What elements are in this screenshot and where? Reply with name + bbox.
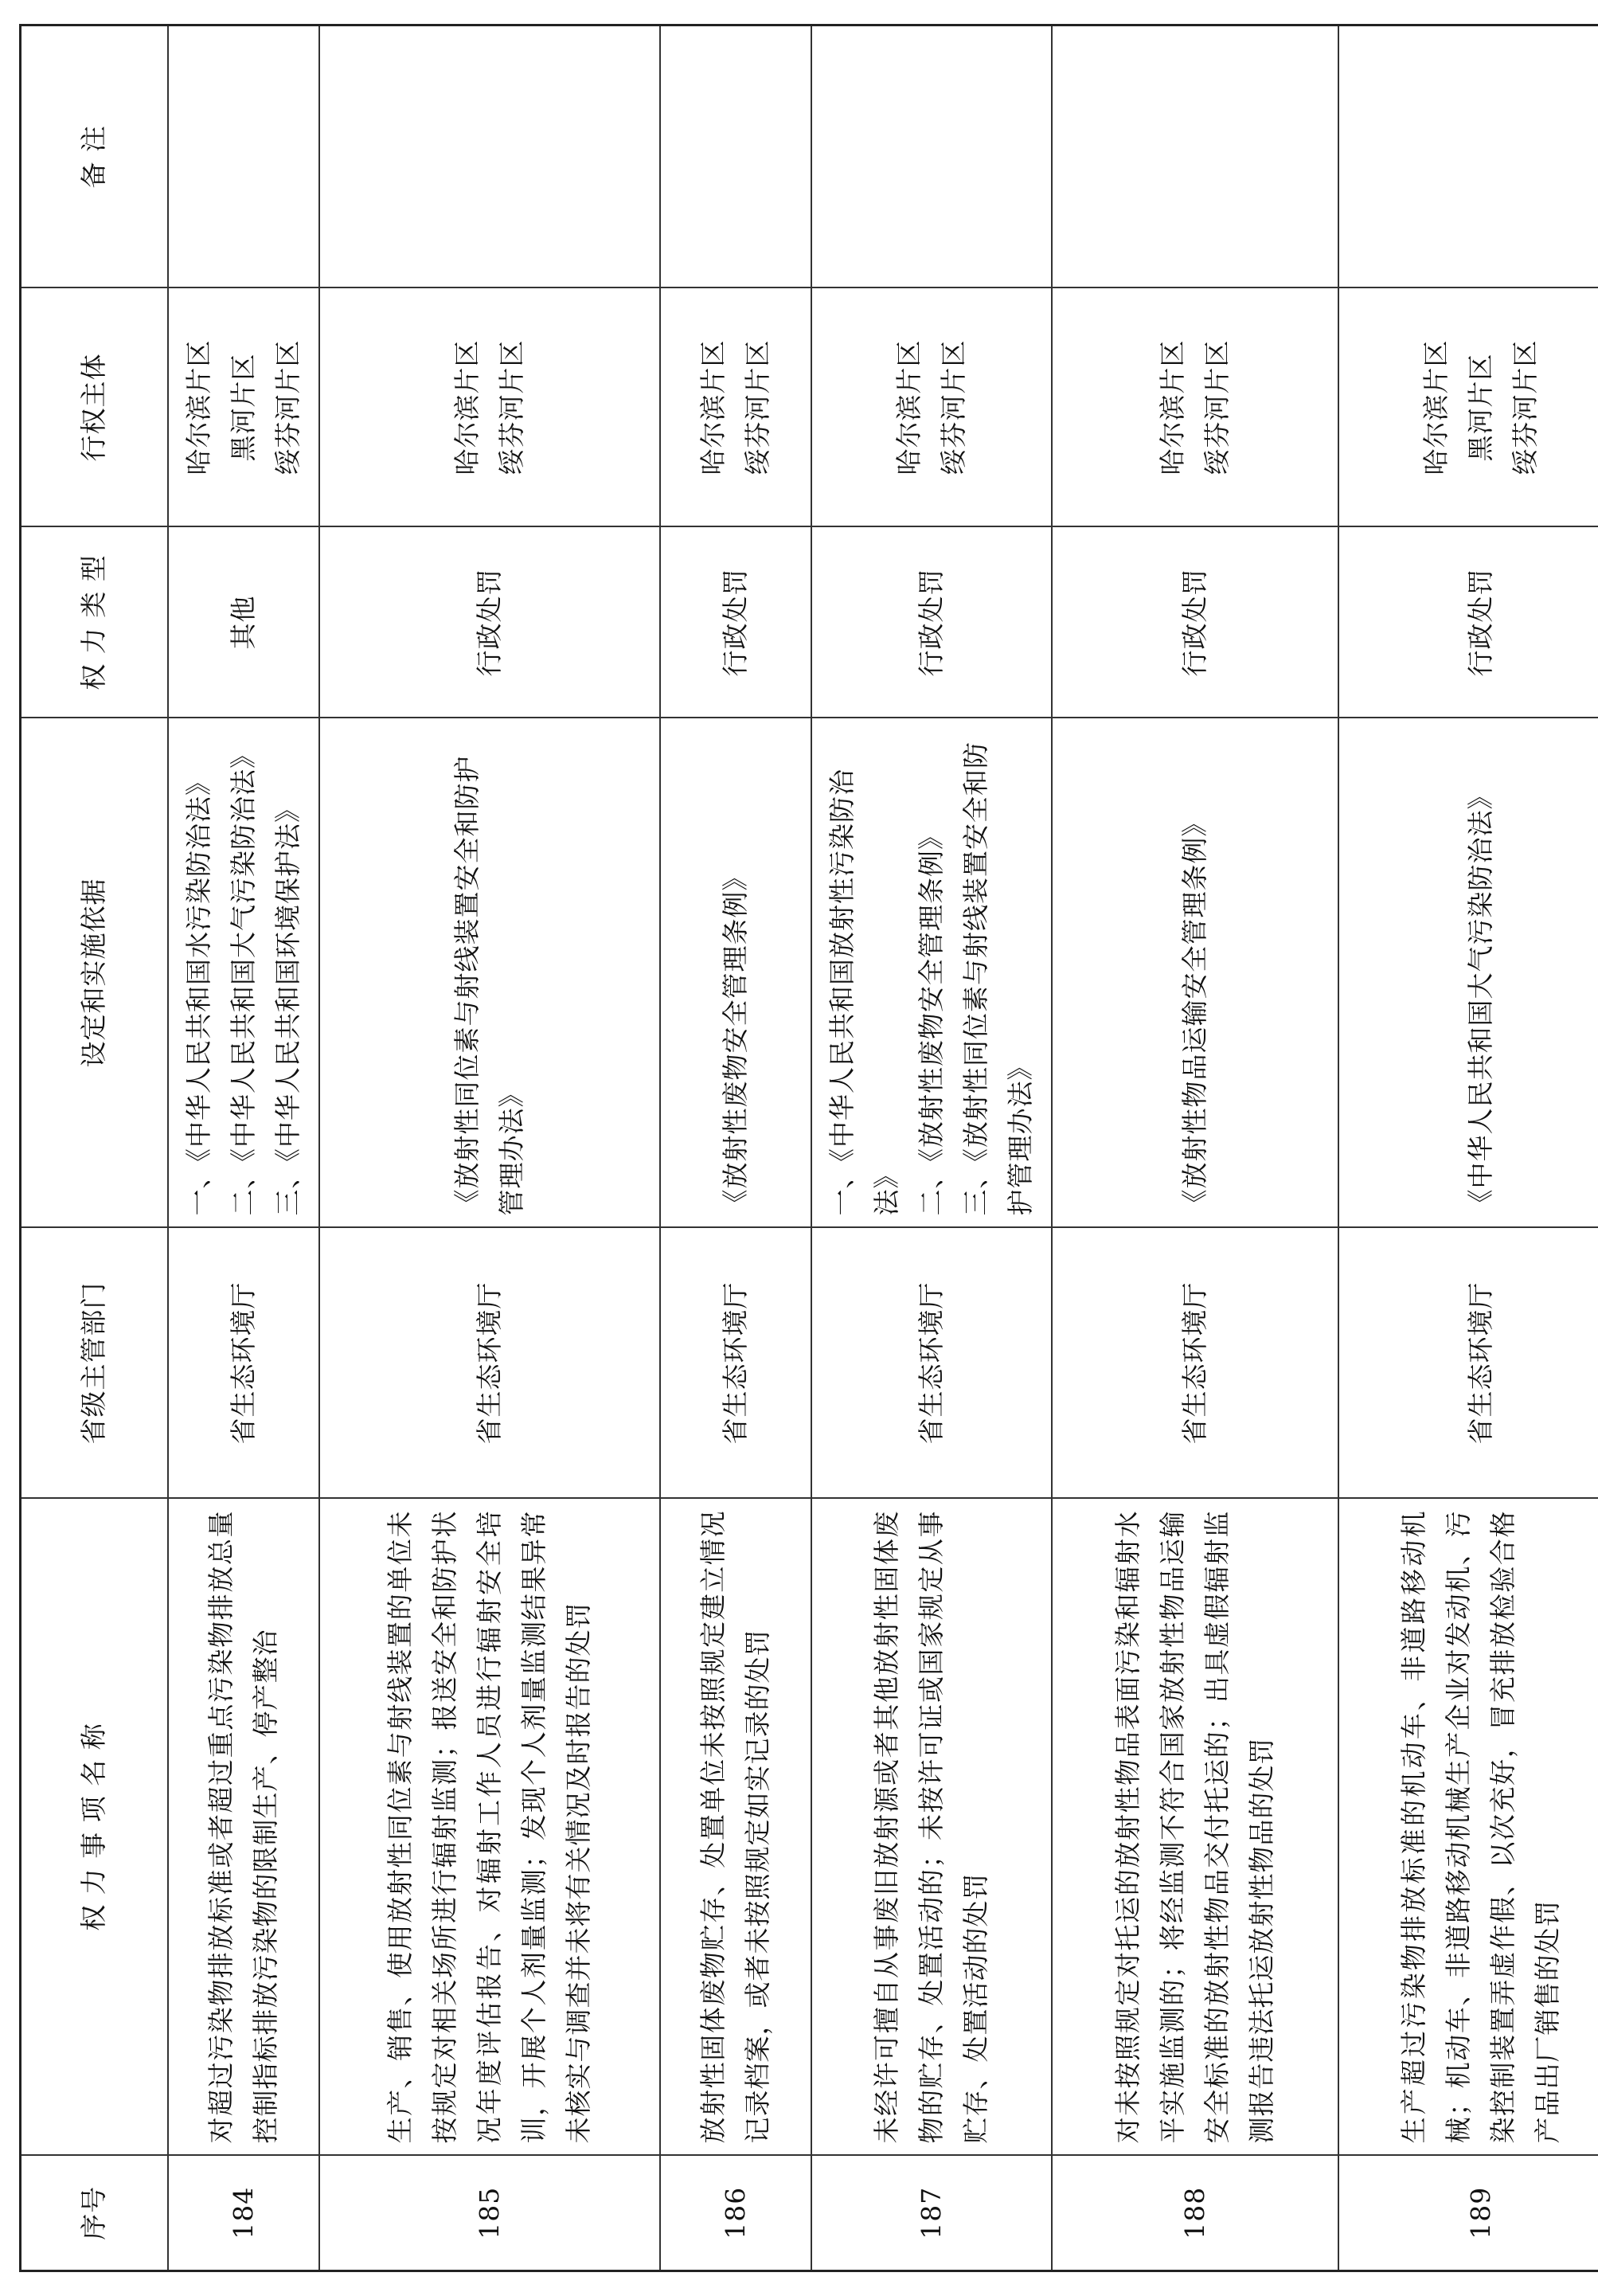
row-note	[319, 25, 660, 288]
row-basis	[319, 718, 660, 1228]
subject-line: 黑河片区	[1465, 353, 1497, 462]
row-dept: 省生态环境厅	[319, 1228, 660, 1499]
basis-line: 一、《中华人民共和国水污染防治法》	[182, 769, 214, 1216]
row-type: 其他	[168, 527, 319, 718]
row-dept: 省生态环境厅	[811, 1228, 1052, 1499]
subject-line: 哈尔滨片区	[1420, 339, 1452, 475]
row-subject	[1052, 288, 1338, 527]
subject-line: 绥芬河片区	[937, 339, 969, 475]
row-subject	[660, 288, 811, 527]
header-seq: 序号	[21, 2156, 168, 2271]
row-name: 放射性固体废物贮存、处置单位未按照规定建立情况记录档案，或者未按照规定如实记录的处罚	[660, 1499, 811, 2156]
subject-line: 绥芬河片区	[272, 339, 303, 475]
header-name: 权 力 事 项 名 称	[21, 1499, 168, 2156]
row-dept: 省生态环境厅	[660, 1228, 811, 1499]
header-type: 权 力 类 型	[21, 527, 168, 718]
row-name: 生产、销售、使用放射性同位素与射线装置的单位未按规定对相关场所进行辐射监测；报送安全和防护状况年度评估报告、对辐射工作人员进行辐射安全培训，开展个人剂量监测；发现个人剂量监测结果异常未核实与调查并未将有关情况及时报告的处罚	[319, 1499, 660, 2156]
basis-line: 三、《放射性同位素与射线装置安全和防护管理办法》	[959, 741, 1036, 1216]
header-basis: 设定和实施依据	[21, 718, 168, 1228]
row-type: 行政处罚	[319, 527, 660, 718]
subject-line: 哈尔滨片区	[1156, 339, 1188, 475]
row-subject	[811, 288, 1052, 527]
row-type: 行政处罚	[1052, 527, 1338, 718]
row-name: 对未按照规定对托运的放射性物品表面污染和辐射水平实施监测的；将经监测不符合国家放射性物品运输安全标准的放射性物品交付托运的；出具虚假辐射监测报告违法托运放射性物品的处罚	[1052, 1499, 1338, 2156]
header-subject: 行权主体	[21, 288, 168, 527]
power-list-table	[19, 24, 1598, 2272]
table-row	[1052, 25, 1338, 2271]
subject-line: 哈尔滨片区	[893, 339, 924, 475]
row-seq: 186	[660, 2156, 811, 2271]
row-seq: 189	[1338, 2156, 1598, 2271]
subject-line: 绥芬河片区	[1201, 339, 1233, 475]
header-note: 备 注	[21, 25, 168, 288]
table-row	[1338, 25, 1598, 2271]
table-row	[319, 25, 660, 2271]
row-type: 行政处罚	[1338, 527, 1598, 718]
row-name: 对超过污染物排放标准或者超过重点污染物排放总量控制指标排放污染物的限制生产、停产整治	[168, 1499, 319, 2156]
subject-line: 哈尔滨片区	[451, 339, 483, 475]
row-name: 未经许可擅自从事废旧放射源或者其他放射性固体废物的贮存、处置活动的；未按许可证或国家规定从事贮存、处置活动的处罚	[811, 1499, 1052, 2156]
row-basis	[660, 718, 811, 1228]
basis-line: 二、《中华人民共和国大气污染防治法》	[227, 741, 259, 1216]
row-basis	[1338, 718, 1598, 1228]
row-note	[811, 25, 1052, 288]
table-row	[660, 25, 811, 2271]
row-seq: 187	[811, 2156, 1052, 2271]
subject-line: 哈尔滨片区	[697, 339, 729, 475]
subject-line: 哈尔滨片区	[182, 339, 214, 475]
basis-line: 二、《放射性废物安全管理条例》	[915, 823, 947, 1216]
row-seq: 188	[1052, 2156, 1338, 2271]
row-dept: 省生态环境厅	[1052, 1228, 1338, 1499]
row-subject	[319, 288, 660, 527]
row-dept: 省生态环境厅	[1338, 1228, 1598, 1499]
row-name: 生产超过污染物排放标准的机动车、非道路移动机械；机动车、非道路移动机械生产企业对发动机、污染控制装置弄虚作假、以次充好，冒充排放检验合格产品出厂销售的处罚	[1338, 1499, 1598, 2156]
basis-line: 一、《中华人民共和国放射性污染防治法》	[826, 769, 902, 1216]
table-row	[168, 25, 319, 2271]
row-subject	[168, 288, 319, 527]
row-note	[660, 25, 811, 288]
row-basis	[168, 718, 319, 1228]
row-type: 行政处罚	[811, 527, 1052, 718]
basis-line: 《放射性废物安全管理条例》	[719, 863, 751, 1216]
row-type: 行政处罚	[660, 527, 811, 718]
row-seq: 185	[319, 2156, 660, 2271]
table-header-row	[21, 25, 168, 2271]
row-note	[1052, 25, 1338, 288]
row-note	[1338, 25, 1598, 288]
basis-line: 《中华人民共和国大气污染防治法》	[1465, 782, 1497, 1216]
subject-line: 绥芬河片区	[1510, 339, 1541, 475]
row-note	[168, 25, 319, 288]
row-basis	[811, 718, 1052, 1228]
basis-line: 《放射性同位素与射线装置安全和防护管理办法》	[451, 755, 527, 1216]
header-dept: 省级主管部门	[21, 1228, 168, 1499]
basis-line: 《放射性物品运输安全管理条例》	[1178, 809, 1210, 1216]
table-row	[811, 25, 1052, 2271]
subject-line: 绥芬河片区	[741, 339, 773, 475]
row-seq: 184	[168, 2156, 319, 2271]
row-basis	[1052, 718, 1338, 1228]
row-subject	[1338, 288, 1598, 527]
subject-line: 绥芬河片区	[495, 339, 527, 475]
subject-line: 黑河片区	[227, 353, 259, 462]
basis-line: 三、《中华人民共和国环境保护法》	[272, 796, 303, 1216]
row-dept: 省生态环境厅	[168, 1228, 319, 1499]
